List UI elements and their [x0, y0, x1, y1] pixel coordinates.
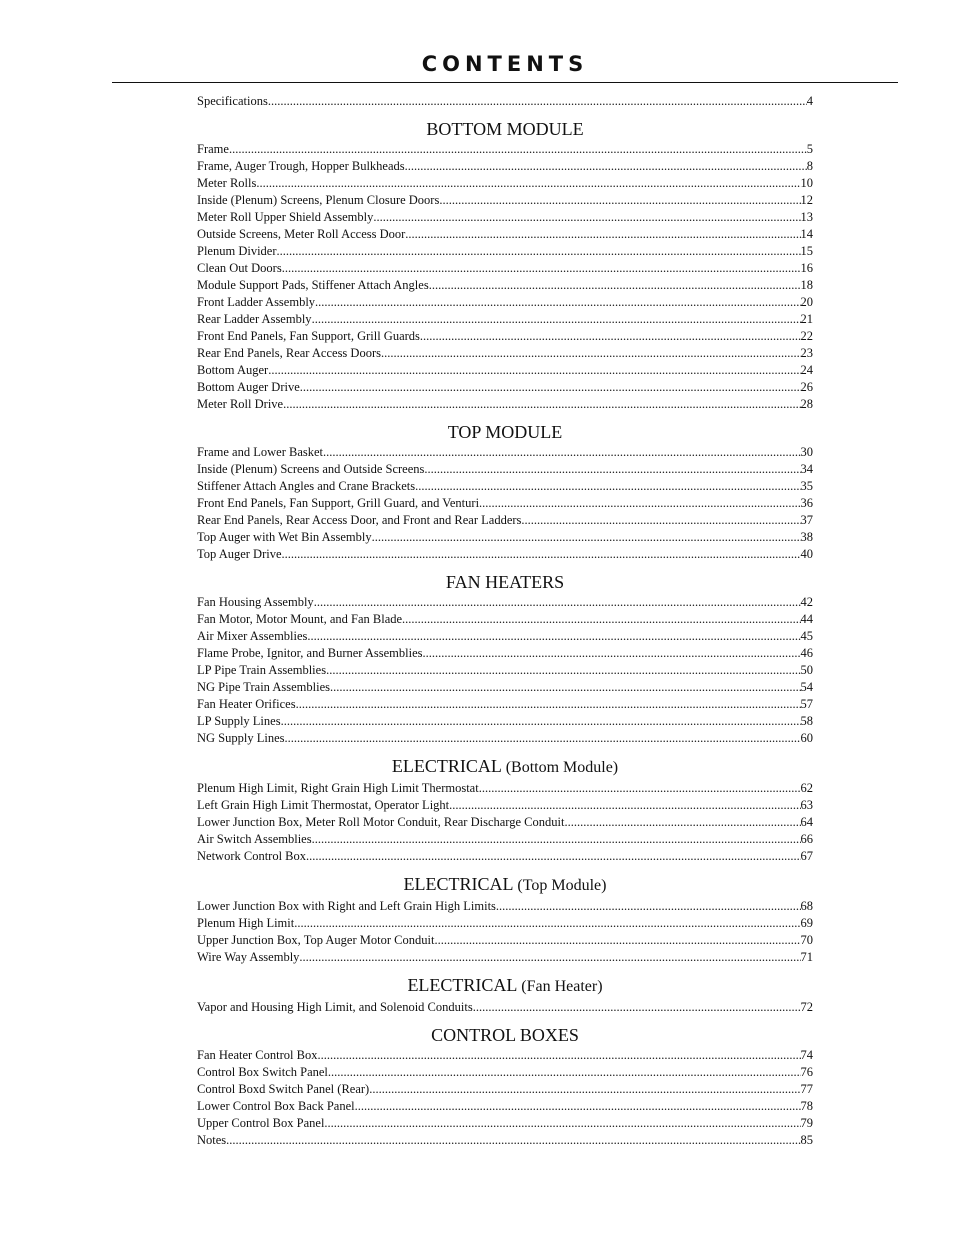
- toc-entry-label: Rear End Panels, Rear Access Doors: [197, 346, 381, 360]
- toc-entry[interactable]: [197, 243, 813, 260]
- toc-entry[interactable]: [197, 999, 813, 1016]
- toc-entry-label: Plenum High Limit: [197, 916, 295, 930]
- dot-leader: [282, 260, 801, 277]
- section-heading: [197, 974, 813, 998]
- toc-entry-label: Vapor and Housing High Limit, and Solenoid Conduits: [197, 1000, 473, 1014]
- toc-entry-label: Meter Roll Upper Shield Assembly: [197, 210, 374, 224]
- dot-leader: [405, 158, 807, 175]
- toc-entry-page: 54: [800, 680, 813, 694]
- toc-entry-label: Upper Junction Box, Top Auger Motor Conduit: [197, 933, 435, 947]
- toc-entry[interactable]: [197, 158, 813, 175]
- toc-entry-page: 37: [800, 513, 813, 527]
- toc-entry-page: 57: [800, 697, 813, 711]
- toc-entry[interactable]: [197, 209, 813, 226]
- section-heading: [197, 755, 813, 779]
- toc-entry[interactable]: [197, 478, 813, 495]
- toc-entry-label: LP Supply Lines: [197, 714, 281, 728]
- dot-leader: [324, 1115, 800, 1132]
- toc-entry[interactable]: [197, 696, 813, 713]
- toc-entry-page: 77: [800, 1082, 813, 1096]
- toc-entry-page: 35: [800, 479, 813, 493]
- toc-entry-label: NG Pipe Train Assemblies: [197, 680, 331, 694]
- toc-entry[interactable]: [197, 814, 813, 831]
- dot-leader: [330, 679, 800, 696]
- toc-entry-page: 76: [800, 1065, 813, 1079]
- section-heading: [197, 421, 813, 443]
- dot-leader: [369, 1081, 800, 1098]
- section-heading: [197, 873, 813, 897]
- toc-entry[interactable]: [197, 848, 813, 865]
- toc-entry-specifications[interactable]: [197, 93, 813, 110]
- toc-entry-page: 10: [800, 176, 813, 190]
- section-heading-text: CONTROL BOXES: [431, 1025, 579, 1045]
- section-subheading: (Bottom Module): [505, 759, 619, 776]
- toc-entry-label: Wire Way Assembly: [197, 950, 300, 964]
- toc-entry-page: 72: [800, 1000, 813, 1014]
- dot-leader: [479, 495, 800, 512]
- toc-entry-page: 79: [800, 1116, 813, 1130]
- dot-leader: [268, 93, 807, 110]
- toc-entry-page: 42: [800, 595, 813, 609]
- toc-entry-label: Clean Out Doors: [197, 261, 282, 275]
- dot-leader: [449, 797, 800, 814]
- toc-entry[interactable]: [197, 345, 813, 362]
- toc-entry-page: 28: [800, 397, 813, 411]
- toc-entry[interactable]: [197, 594, 813, 611]
- title-rule: [112, 82, 898, 83]
- dot-leader: [429, 277, 801, 294]
- dot-leader: [355, 1098, 801, 1115]
- toc-entry[interactable]: [197, 915, 813, 932]
- toc-entry-page: 5: [806, 142, 813, 156]
- toc-entry[interactable]: [197, 461, 813, 478]
- toc-entry-label: Notes: [197, 1133, 227, 1147]
- toc-entry[interactable]: [197, 328, 813, 345]
- toc-entry-label: Flame Probe, Ignitor, and Burner Assemblies: [197, 646, 423, 660]
- dot-leader: [326, 662, 800, 679]
- toc-entry[interactable]: [197, 611, 813, 628]
- dot-leader: [283, 396, 800, 413]
- section-heading: [197, 571, 813, 593]
- toc-entry[interactable]: [197, 831, 813, 848]
- toc-entry[interactable]: [197, 1081, 813, 1098]
- toc-entry-label: Air Mixer Assemblies: [197, 629, 308, 643]
- toc-entry-label: Inside (Plenum) Screens and Outside Screens: [197, 462, 425, 476]
- section-heading-text: ELECTRICAL: [391, 756, 502, 776]
- toc-entry-label: Frame, Auger Trough, Hopper Bulkheads: [197, 159, 405, 173]
- toc-entry[interactable]: [197, 1098, 813, 1115]
- dot-leader: [285, 730, 801, 747]
- dot-leader: [294, 915, 800, 932]
- toc-entry[interactable]: [197, 1064, 813, 1081]
- toc-entry-page: 67: [800, 849, 813, 863]
- dot-leader: [439, 192, 800, 209]
- toc-entry-label: Control Boxd Switch Panel (Rear): [197, 1082, 370, 1096]
- toc-entry-label: Lower Junction Box with Right and Left Grain High Limits: [197, 899, 496, 913]
- toc-entry-label: Inside (Plenum) Screens, Plenum Closure Doors: [197, 193, 440, 207]
- toc-entry-page: 60: [800, 731, 813, 745]
- toc-entry-page: 45: [800, 629, 813, 643]
- toc-entry-page: 22: [800, 329, 813, 343]
- toc-entry-label: Front End Panels, Fan Support, Grill Guards: [197, 329, 420, 343]
- toc-entry-page: 21: [800, 312, 813, 326]
- toc-entry[interactable]: [197, 628, 813, 645]
- toc-entry[interactable]: [197, 512, 813, 529]
- toc-entry[interactable]: [197, 379, 813, 396]
- toc-entry-label: Lower Control Box Back Panel: [197, 1099, 355, 1113]
- toc-entry-label: Meter Roll Drive: [197, 397, 284, 411]
- toc-entry[interactable]: [197, 226, 813, 243]
- toc-entry[interactable]: [197, 797, 813, 814]
- dot-leader: [306, 848, 800, 865]
- toc-entry-page: 36: [800, 496, 813, 510]
- toc-entry-page: 24: [800, 363, 813, 377]
- toc-entry-label: Module Support Pads, Stiffener Attach Angles: [197, 278, 429, 292]
- toc-entry-label: Top Auger Drive: [197, 547, 282, 561]
- toc-entry-page: 71: [800, 950, 813, 964]
- toc-entry-label: LP Pipe Train Assemblies: [197, 663, 327, 677]
- toc-entry-page: 4: [806, 94, 813, 108]
- toc-entry[interactable]: [197, 662, 813, 679]
- toc-entry[interactable]: [197, 1115, 813, 1132]
- dot-leader: [424, 461, 800, 478]
- toc-entry-label: Bottom Auger: [197, 363, 269, 377]
- page-title: CONTENTS: [421, 52, 589, 76]
- dot-leader: [415, 478, 800, 495]
- toc-entry-label: Control Box Switch Panel: [197, 1065, 328, 1079]
- toc-entry-page: 34: [800, 462, 813, 476]
- dot-leader: [317, 1047, 800, 1064]
- toc-entry-label: Fan Heater Orifices: [197, 697, 296, 711]
- toc-entry-label: Lower Junction Box, Meter Roll Motor Conduit, Rear Discharge Conduit: [197, 815, 565, 829]
- toc-entry-label: Fan Housing Assembly: [197, 595, 314, 609]
- dot-leader: [296, 696, 801, 713]
- toc-entry-page: 15: [800, 244, 813, 258]
- toc-entry[interactable]: [197, 949, 813, 966]
- section-heading-text: ELECTRICAL: [403, 874, 513, 894]
- toc-entry-page: 64: [800, 815, 813, 829]
- dot-leader: [315, 294, 800, 311]
- dot-leader: [496, 898, 801, 915]
- dot-leader: [405, 226, 800, 243]
- toc-entry[interactable]: [197, 141, 813, 158]
- toc-entry[interactable]: [197, 362, 813, 379]
- toc-entry[interactable]: [197, 546, 813, 563]
- toc-entry-label: Plenum Divider: [197, 244, 277, 258]
- toc-entry-page: 13: [800, 210, 813, 224]
- toc-entry-label: Left Grain High Limit Thermostat, Operator Light: [197, 798, 450, 812]
- toc-entry-page: 44: [800, 612, 813, 626]
- dot-leader: [229, 141, 807, 158]
- toc-entry-label: Meter Rolls: [197, 176, 257, 190]
- toc-entry-label: Fan Heater Control Box: [197, 1048, 318, 1062]
- toc-entry[interactable]: [197, 1132, 813, 1149]
- toc-entry[interactable]: [197, 932, 813, 949]
- toc-entry-page: 78: [800, 1099, 813, 1113]
- toc-entry[interactable]: [197, 529, 813, 546]
- toc-entry[interactable]: [197, 730, 813, 747]
- toc-entry-page: 70: [800, 933, 813, 947]
- toc-entry-label: Front Ladder Assembly: [197, 295, 316, 309]
- toc-entry-label: Air Switch Assemblies: [197, 832, 312, 846]
- dot-leader: [402, 611, 800, 628]
- dot-leader: [521, 512, 800, 529]
- toc-entry-label: Fan Motor, Motor Mount, and Fan Blade: [197, 612, 403, 626]
- toc-entry-label: Plenum High Limit, Right Grain High Limit Thermostat: [197, 781, 479, 795]
- toc-entry[interactable]: [197, 645, 813, 662]
- dot-leader: [372, 529, 801, 546]
- toc-entry-page: 23: [800, 346, 813, 360]
- toc-entry-page: 74: [800, 1048, 813, 1062]
- toc-entry[interactable]: [197, 444, 813, 461]
- toc-entry-page: 62: [800, 781, 813, 795]
- toc-entry-page: 63: [800, 798, 813, 812]
- dot-leader: [373, 209, 800, 226]
- dot-leader: [328, 1064, 801, 1081]
- dot-leader: [268, 362, 800, 379]
- toc-entry[interactable]: [197, 1047, 813, 1064]
- toc-entry-label: Stiffener Attach Angles and Crane Brackets: [197, 479, 416, 493]
- toc-entry-label: Upper Control Box Panel: [197, 1116, 325, 1130]
- toc-entry[interactable]: [197, 713, 813, 730]
- section-subheading: (Fan Heater): [521, 978, 603, 995]
- dot-leader: [281, 713, 801, 730]
- toc-entry-page: 69: [800, 916, 813, 930]
- dot-leader: [256, 175, 800, 192]
- toc-entry[interactable]: [197, 898, 813, 915]
- dot-leader: [307, 628, 800, 645]
- table-of-contents: [197, 93, 813, 1149]
- toc-entry-page: 66: [800, 832, 813, 846]
- dot-leader: [277, 243, 801, 260]
- section-heading-text: ELECTRICAL: [407, 975, 517, 995]
- toc-entry-page: 12: [800, 193, 813, 207]
- dot-leader: [434, 932, 800, 949]
- dot-leader: [312, 831, 801, 848]
- toc-entry-page: 18: [800, 278, 813, 292]
- toc-entry[interactable]: [197, 277, 813, 294]
- toc-entry-page: 58: [800, 714, 813, 728]
- section-heading: [197, 1024, 813, 1046]
- dot-leader: [323, 444, 800, 461]
- toc-entry-label: Network Control Box: [197, 849, 307, 863]
- toc-entry-label: Frame and Lower Basket: [197, 445, 324, 459]
- toc-entry-label: Outside Screens, Meter Roll Access Door: [197, 227, 406, 241]
- section-subheading: (Top Module): [517, 877, 607, 894]
- dot-leader: [564, 814, 800, 831]
- toc-entry[interactable]: [197, 192, 813, 209]
- toc-entry-label: NG Supply Lines: [197, 731, 285, 745]
- toc-entry-label: Rear Ladder Assembly: [197, 312, 312, 326]
- toc-entry-page: 14: [800, 227, 813, 241]
- toc-entry[interactable]: [197, 260, 813, 277]
- toc-entry-label: Top Auger with Wet Bin Assembly: [197, 530, 372, 544]
- toc-entry-page: 26: [800, 380, 813, 394]
- toc-entry[interactable]: [197, 311, 813, 328]
- toc-entry-page: 16: [800, 261, 813, 275]
- toc-entry-page: 46: [800, 646, 813, 660]
- dot-leader: [423, 645, 801, 662]
- dot-leader: [299, 949, 800, 966]
- toc-entry-label: Bottom Auger Drive: [197, 380, 300, 394]
- dot-leader: [226, 1132, 800, 1149]
- toc-entry-page: 40: [800, 547, 813, 561]
- toc-entry-label: Specifications: [197, 94, 268, 108]
- toc-entry[interactable]: [197, 175, 813, 192]
- dot-leader: [282, 546, 801, 563]
- dot-leader: [473, 999, 801, 1016]
- section-heading: [197, 118, 813, 140]
- toc-entry-page: 38: [800, 530, 813, 544]
- toc-entry-label: Frame: [197, 142, 229, 156]
- dot-leader: [314, 594, 801, 611]
- dot-leader: [300, 379, 801, 396]
- toc-entry[interactable]: [197, 495, 813, 512]
- toc-entry-page: 50: [800, 663, 813, 677]
- section-heading-text: BOTTOM MODULE: [426, 119, 584, 139]
- section-heading-text: TOP MODULE: [447, 422, 563, 442]
- toc-entry-page: 85: [800, 1133, 813, 1147]
- dot-leader: [381, 345, 801, 362]
- toc-entry-page: 68: [800, 899, 813, 913]
- section-heading-text: FAN HEATERS: [445, 572, 565, 592]
- dot-leader: [312, 311, 801, 328]
- toc-entry-label: Front End Panels, Fan Support, Grill Guard, and Venturi: [197, 496, 480, 510]
- toc-entry[interactable]: [197, 396, 813, 413]
- dot-leader: [420, 328, 801, 345]
- toc-entry[interactable]: [197, 780, 813, 797]
- dot-leader: [479, 780, 801, 797]
- toc-entry-page: 8: [806, 159, 813, 173]
- toc-entry-page: 20: [800, 295, 813, 309]
- toc-entry[interactable]: [197, 679, 813, 696]
- toc-entry-label: Rear End Panels, Rear Access Door, and Front and Rear Ladders: [197, 513, 522, 527]
- toc-entry-page: 30: [800, 445, 813, 459]
- toc-entry[interactable]: [197, 294, 813, 311]
